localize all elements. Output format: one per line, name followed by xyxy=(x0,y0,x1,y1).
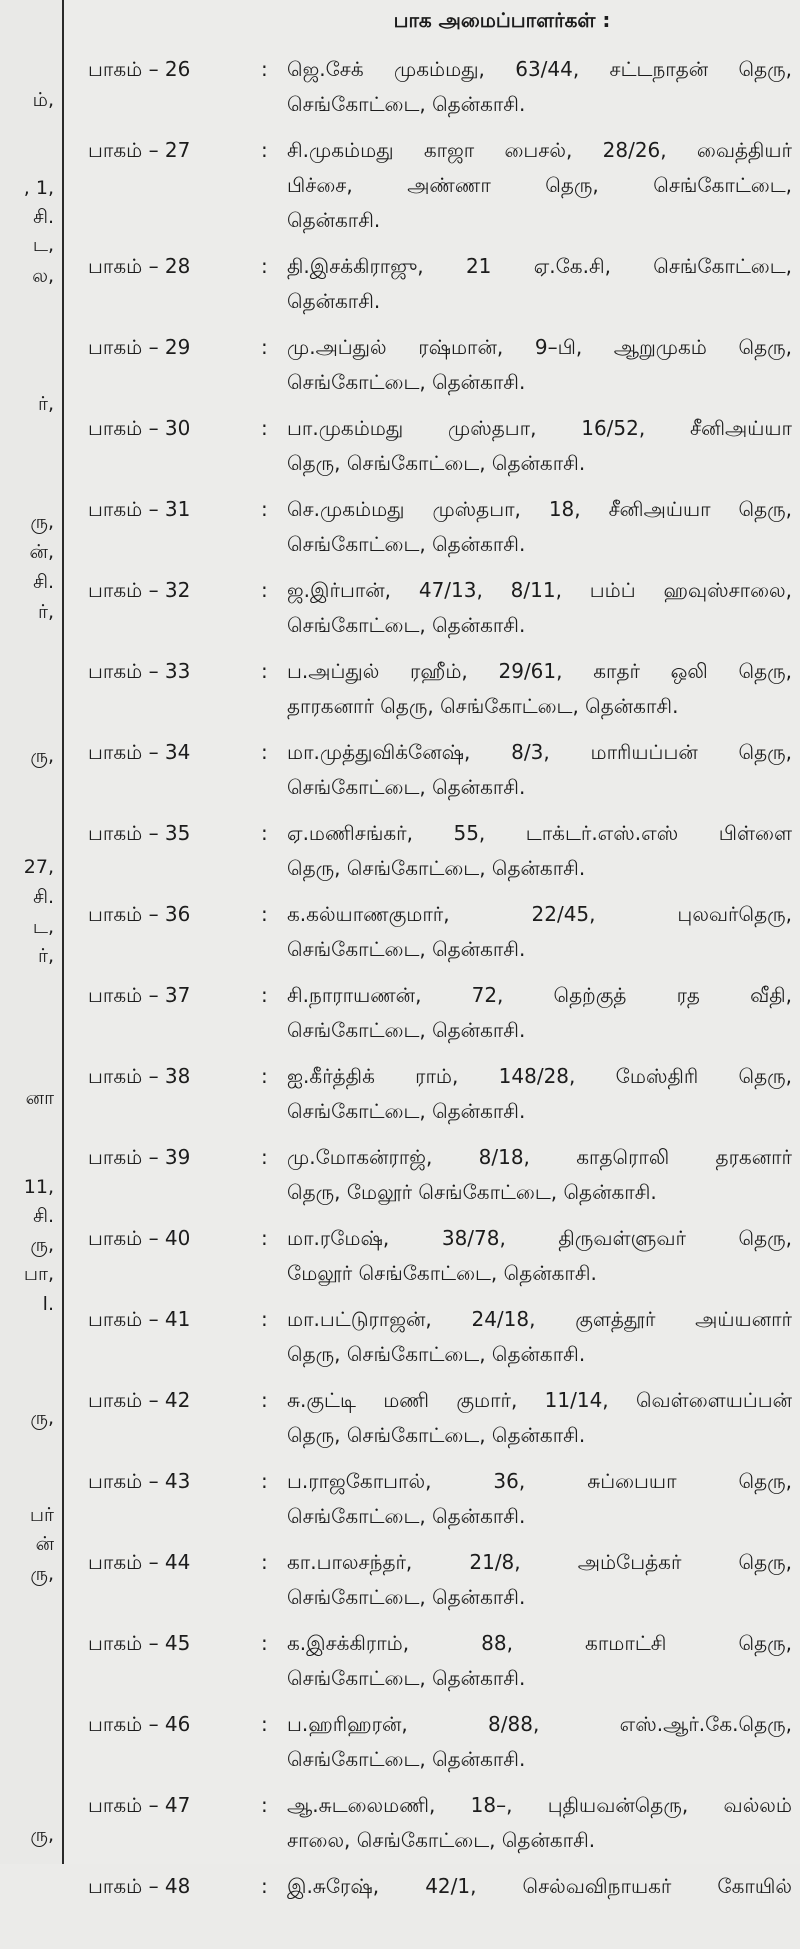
list-item xyxy=(64,653,800,734)
list-item xyxy=(64,1058,800,1139)
entry-line: பிச்சை, அண்ணா தெரு, செங்கோட்டை, xyxy=(287,173,792,197)
entry-colon: : xyxy=(261,1550,268,1574)
left-fragment-text: 27, xyxy=(23,856,54,878)
entry-text xyxy=(287,816,792,886)
entry-line: செங்கோட்டை, தென்காசி. xyxy=(287,1504,526,1528)
entry-label: பாகம் – 41 xyxy=(88,1307,191,1331)
entry-line: க.கல்யாணகுமார், 22/45, புலவர்தெரு, xyxy=(287,902,792,926)
entry-line: தெரு, செங்கோட்டை, தென்காசி. xyxy=(287,1423,586,1447)
list-item xyxy=(64,1544,800,1625)
entry-label: பாகம் – 28 xyxy=(88,254,191,278)
entry-line: செங்கோட்டை, தென்காசி. xyxy=(287,1747,526,1771)
entry-label: பாகம் – 37 xyxy=(88,983,191,1007)
entry-label: பாகம் – 26 xyxy=(88,57,191,81)
entry-text xyxy=(287,492,792,562)
entries-list xyxy=(64,51,800,1949)
entry-text xyxy=(287,735,792,805)
entry-line: தெரு, செங்கோட்டை, தென்காசி. xyxy=(287,856,586,880)
left-fragment-text: ரு, xyxy=(30,1407,54,1429)
entry-text xyxy=(287,897,792,967)
list-item xyxy=(64,1625,800,1706)
entry-label: பாகம் – 27 xyxy=(88,138,191,162)
entry-line: ஜெ.சேக் முகம்மது, 63/44, சட்டநாதன் தெரு, xyxy=(287,57,792,81)
entry-label: பாகம் – 38 xyxy=(88,1064,191,1088)
entry-line: செங்கோட்டை, தென்காசி. xyxy=(287,1666,526,1690)
entry-label: பாகம் – 34 xyxy=(88,740,191,764)
entry-line: தி.இசக்கிராஜு, 21 ஏ.கே.சி, செங்கோட்டை, xyxy=(287,254,792,278)
left-column-fragment xyxy=(0,0,62,1864)
entry-line: தென்காசி. xyxy=(287,208,381,232)
entry-text xyxy=(287,1302,792,1372)
entry-colon: : xyxy=(261,1226,268,1250)
list-item xyxy=(64,1220,800,1301)
left-fragment-text: சி. xyxy=(33,886,54,908)
entry-line: ப.ராஜகோபால், 36, சுப்பையா தெரு, xyxy=(287,1469,792,1493)
entry-text xyxy=(287,1140,792,1210)
entry-label: பாகம் – 31 xyxy=(88,497,191,521)
left-fragment-text: 11, xyxy=(23,1176,54,1198)
entry-line: செங்கோட்டை, தென்காசி. xyxy=(287,775,526,799)
document-column xyxy=(64,0,800,1898)
entry-line: செங்கோட்டை, தென்காசி. xyxy=(287,1099,526,1123)
entry-colon: : xyxy=(261,57,268,81)
entry-colon: : xyxy=(261,578,268,602)
entry-label: பாகம் – 33 xyxy=(88,659,191,683)
left-fragment-text: ரு, xyxy=(30,745,54,767)
entry-colon: : xyxy=(261,1307,268,1331)
list-item xyxy=(64,51,800,132)
entry-line: மா.பட்டுராஜன், 24/18, குளத்தூர் அய்யனார் xyxy=(287,1307,792,1331)
entry-label: பாகம் – 30 xyxy=(88,416,191,440)
entry-text xyxy=(287,1464,792,1534)
entry-colon: : xyxy=(261,1631,268,1655)
entry-colon: : xyxy=(261,983,268,1007)
left-fragment-text: ட, xyxy=(32,234,54,256)
entry-label: பாகம் – 35 xyxy=(88,821,191,845)
entry-line: செங்கோட்டை, தென்காசி. xyxy=(287,937,526,961)
entry-text xyxy=(287,1869,792,1904)
left-fragment-text: ன், xyxy=(29,541,54,563)
entry-colon: : xyxy=(261,740,268,764)
entry-text xyxy=(287,133,792,238)
entry-text xyxy=(287,573,792,643)
entry-colon: : xyxy=(261,335,268,359)
list-item xyxy=(64,572,800,653)
left-fragment-text: l. xyxy=(42,1293,54,1315)
list-item xyxy=(64,1706,800,1787)
entry-colon: : xyxy=(261,1388,268,1412)
left-fragment-text: ர், xyxy=(38,393,54,415)
entry-text xyxy=(287,654,792,724)
left-fragment-text: ரு, xyxy=(30,511,54,533)
list-item xyxy=(64,896,800,977)
list-item xyxy=(64,329,800,410)
left-fragment-text: ர், xyxy=(38,601,54,623)
left-fragment-text: சி. xyxy=(33,571,54,593)
entry-line: சு.குட்டி மணி குமார், 11/14, வெள்ளையப்பன் xyxy=(287,1388,792,1412)
entry-line: க.இசக்கிராம், 88, காமாட்சி தெரு, xyxy=(287,1631,792,1655)
left-fragment-text: பா, xyxy=(23,1263,54,1285)
entry-line: கா.பாலசந்தர், 21/8, அம்பேத்கர் தெரு, xyxy=(287,1550,792,1574)
list-item xyxy=(64,1463,800,1544)
entry-label: பாகம் – 29 xyxy=(88,335,191,359)
left-fragment-text: ல, xyxy=(32,265,54,287)
entry-colon: : xyxy=(261,138,268,162)
list-item xyxy=(64,491,800,572)
entry-text xyxy=(287,1059,792,1129)
entry-label: பாகம் – 43 xyxy=(88,1469,191,1493)
left-fragment-text: சி. xyxy=(33,1205,54,1227)
entry-text xyxy=(287,330,792,400)
entry-colon: : xyxy=(261,1874,268,1898)
left-fragment-text: சி. xyxy=(33,206,54,228)
list-item xyxy=(64,1868,800,1949)
left-fragment-text: ரு, xyxy=(30,1234,54,1256)
entry-text xyxy=(287,411,792,481)
list-item xyxy=(64,815,800,896)
left-fragment-text: ரு, xyxy=(30,1824,54,1846)
list-item xyxy=(64,132,800,248)
entry-label: பாகம் – 40 xyxy=(88,1226,191,1250)
entry-line: செங்கோட்டை, தென்காசி. xyxy=(287,92,526,116)
entry-text xyxy=(287,1221,792,1291)
entry-colon: : xyxy=(261,416,268,440)
entry-colon: : xyxy=(261,659,268,683)
entry-colon: : xyxy=(261,1064,268,1088)
entry-text xyxy=(287,978,792,1048)
entry-colon: : xyxy=(261,1793,268,1817)
left-fragment-text: ன் xyxy=(35,1533,54,1555)
entry-text xyxy=(287,1788,792,1858)
left-fragment-text: ர், xyxy=(38,945,54,967)
entry-label: பாகம் – 36 xyxy=(88,902,191,926)
entry-colon: : xyxy=(261,254,268,278)
entry-line: ஐ.கீர்த்திக் ராம், 148/28, மேஸ்திரி தெரு, xyxy=(287,1064,792,1088)
entry-line: செங்கோட்டை, தென்காசி. xyxy=(287,370,526,394)
left-fragment-text: ரு, xyxy=(30,1563,54,1585)
entry-line: மு.அப்துல் ரஷ்மான், 9–பி, ஆறுமுகம் தெரு, xyxy=(287,335,792,359)
entry-line: தாரகனார் தெரு, செங்கோட்டை, தென்காசி. xyxy=(287,694,679,718)
entry-line: பா.முகம்மது முஸ்தபா, 16/52, சீனிஅய்யா xyxy=(287,416,792,440)
entry-line: தென்காசி. xyxy=(287,289,381,313)
entry-text xyxy=(287,52,792,122)
list-item xyxy=(64,410,800,491)
entry-colon: : xyxy=(261,1469,268,1493)
entry-label: பாகம் – 46 xyxy=(88,1712,191,1736)
entry-colon: : xyxy=(261,1145,268,1169)
entry-text xyxy=(287,1626,792,1696)
entry-line: ப.ஹரிஹரன், 8/88, எஸ்.ஆர்.கே.தெரு, xyxy=(287,1712,792,1736)
list-item xyxy=(64,1139,800,1220)
entry-line: செங்கோட்டை, தென்காசி. xyxy=(287,1585,526,1609)
entry-label: பாகம் – 47 xyxy=(88,1793,191,1817)
entry-label: பாகம் – 45 xyxy=(88,1631,191,1655)
list-item xyxy=(64,734,800,815)
entry-line: தெரு, செங்கோட்டை, தென்காசி. xyxy=(287,451,586,475)
entry-line: சி.நாராயணன், 72, தெற்குத் ரத வீதி, xyxy=(287,983,792,1007)
entry-colon: : xyxy=(261,1712,268,1736)
entry-line: மா.முத்துவிக்னேஷ், 8/3, மாரியப்பன் தெரு, xyxy=(287,740,792,764)
entry-line: மு.மோகன்ராஜ், 8/18, காதரொலி தரகனார் xyxy=(287,1145,792,1169)
entry-colon: : xyxy=(261,902,268,926)
list-item xyxy=(64,1787,800,1868)
entry-label: பாகம் – 48 xyxy=(88,1874,191,1898)
entry-colon: : xyxy=(261,497,268,521)
section-heading: பாக அமைப்பாளர்கள் : xyxy=(393,8,611,32)
entry-line: செ.முகம்மது முஸ்தபா, 18, சீனிஅய்யா தெரு, xyxy=(287,497,792,521)
entry-line: ஏ.மணிசங்கர், 55, டாக்டர்.எஸ்.எஸ் பிள்ளை xyxy=(287,821,792,845)
entry-line: ப.அப்துல் ரஹீம், 29/61, காதர் ஒலி தெரு, xyxy=(287,659,792,683)
entry-line: செங்கோட்டை, தென்காசி. xyxy=(287,532,526,556)
entry-colon: : xyxy=(261,821,268,845)
entry-line: செங்கோட்டை, தென்காசி. xyxy=(287,613,526,637)
entry-line: ஆ.சுடலைமணி, 18–, புதியவன்தெரு, வல்லம் xyxy=(287,1793,792,1817)
entry-line: செங்கோட்டை, தென்காசி. xyxy=(287,1018,526,1042)
entry-label: பாகம் – 44 xyxy=(88,1550,191,1574)
entry-text xyxy=(287,1383,792,1453)
left-fragment-text: , 1, xyxy=(23,177,54,199)
entry-line: இ.சுரேஷ், 42/1, செல்வவிநாயகர் கோயில் xyxy=(287,1874,792,1898)
entry-text xyxy=(287,249,792,319)
entry-line: தெரு, மேலூர் செங்கோட்டை, தென்காசி. xyxy=(287,1180,657,1204)
list-item xyxy=(64,977,800,1058)
entry-text xyxy=(287,1707,792,1777)
entry-label: பாகம் – 42 xyxy=(88,1388,191,1412)
list-item xyxy=(64,1382,800,1463)
entry-line: மேலூர் செங்கோட்டை, தென்காசி. xyxy=(287,1261,597,1285)
list-item xyxy=(64,248,800,329)
entry-label: பாகம் – 32 xyxy=(88,578,191,602)
left-fragment-text: ட, xyxy=(32,916,54,938)
left-fragment-text: ம், xyxy=(32,89,54,111)
entry-label: பாகம் – 39 xyxy=(88,1145,191,1169)
entry-line: தெரு, செங்கோட்டை, தென்காசி. xyxy=(287,1342,586,1366)
list-item xyxy=(64,1301,800,1382)
entry-text xyxy=(287,1545,792,1615)
entry-line: சாலை, செங்கோட்டை, தென்காசி. xyxy=(287,1828,596,1852)
entry-line: சி.முகம்மது காஜா பைசல், 28/26, வைத்தியர் xyxy=(287,138,792,162)
left-fragment-text: னா xyxy=(25,1087,54,1109)
left-fragment-text: பர் xyxy=(29,1504,54,1526)
entry-line: ஜ.இர்பான், 47/13, 8/11, பம்ப் ஹவுஸ்சாலை, xyxy=(287,578,792,602)
entry-line: மா.ரமேஷ், 38/78, திருவள்ளுவர் தெரு, xyxy=(287,1226,792,1250)
